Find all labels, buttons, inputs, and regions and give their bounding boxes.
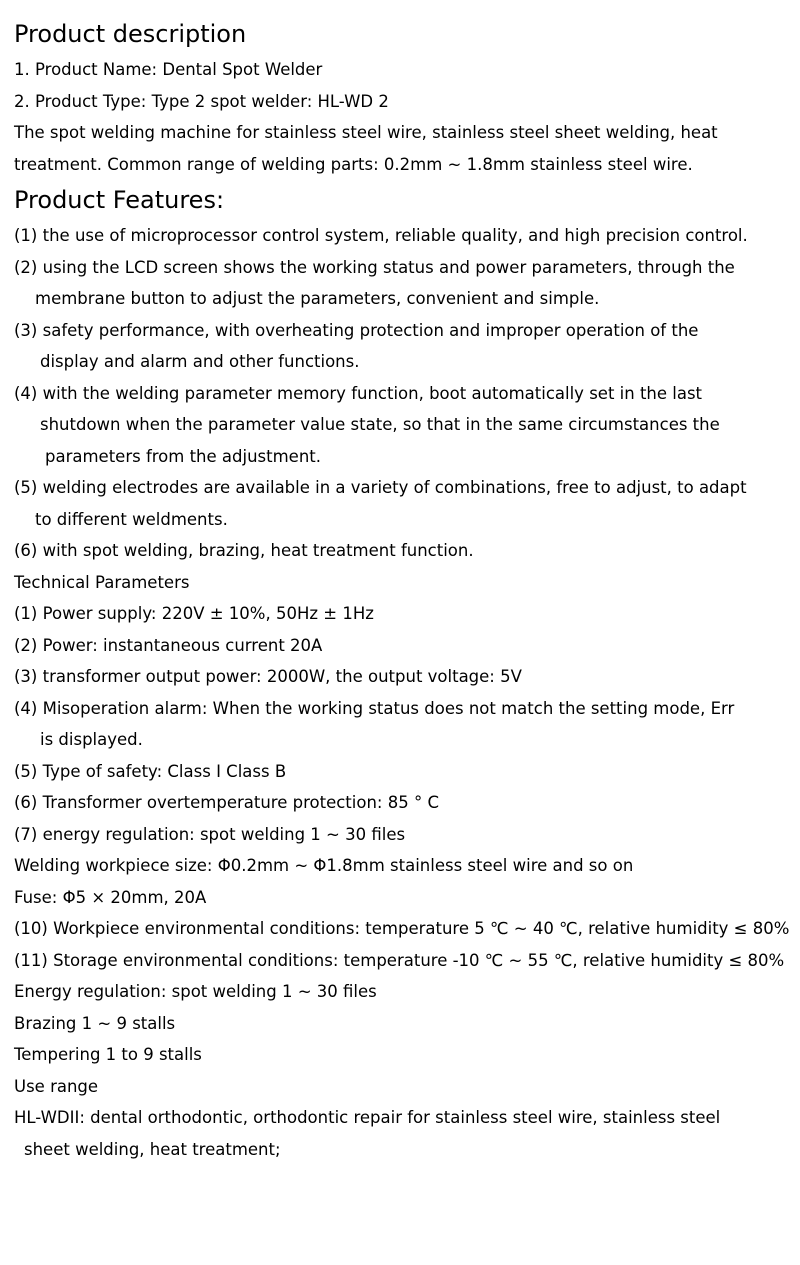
parameter-line: (6) Transformer overtemperature protection: 85 ° C bbox=[14, 793, 439, 812]
feature-line: (2) using the LCD screen shows the working status and power parameters, through the bbox=[14, 257, 735, 277]
parameter-line-continued: is displayed. bbox=[40, 730, 143, 749]
parameter-line: (4) Misoperation alarm: When the working status does not match the setting mode, Err bbox=[14, 698, 735, 718]
parameter-line: (11) Storage environmental conditions: temperature -10 ℃ ~ 55 ℃, relative humidity ≤ 80% bbox=[14, 950, 785, 970]
product-features-heading: Product Features: bbox=[14, 186, 225, 214]
feature-line-continued: display and alarm and other functions. bbox=[40, 352, 360, 371]
use-range-line: HL-WDII: dental orthodontic, orthodontic repair for stainless steel wire, stainless steel bbox=[14, 1108, 721, 1127]
feature-line: (6) with spot welding, brazing, heat treatment function. bbox=[14, 541, 474, 560]
description-line: treatment. Common range of welding parts: 0.2mm ~ 1.8mm stainless steel wire. bbox=[14, 154, 693, 174]
parameter-line: (7) energy regulation: spot welding 1 ~ 30 files bbox=[14, 824, 406, 844]
feature-line-continued: shutdown when the parameter value state, so that in the same circumstances the bbox=[40, 415, 720, 434]
use-range-line-continued: sheet welding, heat treatment; bbox=[24, 1139, 281, 1159]
parameter-line: (3) transformer output power: 2000W, the output voltage: 5V bbox=[14, 667, 522, 686]
use-range-heading: Use range bbox=[14, 1076, 99, 1096]
feature-line-continued: parameters from the adjustment. bbox=[45, 446, 322, 466]
feature-line: (4) with the welding parameter memory function, boot automatically set in the last bbox=[14, 383, 703, 403]
parameter-line: (1) Power supply: 220V ± 10%, 50Hz ± 1Hz bbox=[14, 604, 374, 623]
parameter-line: Welding workpiece size: Φ0.2mm ~ Φ1.8mm stainless steel wire and so on bbox=[14, 856, 634, 875]
parameter-line: Energy regulation: spot welding 1 ~ 30 files bbox=[14, 982, 377, 1001]
parameter-line: (2) Power: instantaneous current 20A bbox=[14, 635, 323, 655]
parameter-line: Brazing 1 ~ 9 stalls bbox=[14, 1013, 176, 1033]
description-line: 2. Product Type: Type 2 spot welder: HL-WD 2 bbox=[14, 91, 389, 111]
feature-line: (3) safety performance, with overheating protection and improper operation of the bbox=[14, 320, 699, 340]
feature-line-continued: to different weldments. bbox=[35, 509, 228, 529]
feature-line: (5) welding electrodes are available in a variety of combinations, free to adjust, to adapt bbox=[14, 478, 747, 497]
feature-line: (1) the use of microprocessor control system, reliable quality, and high precision control. bbox=[14, 226, 748, 245]
description-line: The spot welding machine for stainless steel wire, stainless steel sheet welding, heat bbox=[14, 123, 718, 142]
document-body bbox=[14, 14, 794, 1165]
parameter-line: (5) Type of safety: Class I Class B bbox=[14, 761, 287, 781]
parameter-line: Tempering 1 to 9 stalls bbox=[14, 1045, 202, 1064]
feature-line-continued: membrane button to adjust the parameters, convenient and simple. bbox=[35, 289, 600, 308]
parameter-line: (10) Workpiece environmental conditions: temperature 5 ℃ ~ 40 ℃, relative humidity ≤ 80% bbox=[14, 919, 790, 938]
technical-parameters-heading: Technical Parameters bbox=[14, 572, 190, 592]
description-line: 1. Product Name: Dental Spot Welder bbox=[14, 60, 323, 79]
parameter-line: Fuse: Φ5 × 20mm, 20A bbox=[14, 887, 207, 907]
product-description-heading: Product description bbox=[14, 20, 247, 48]
